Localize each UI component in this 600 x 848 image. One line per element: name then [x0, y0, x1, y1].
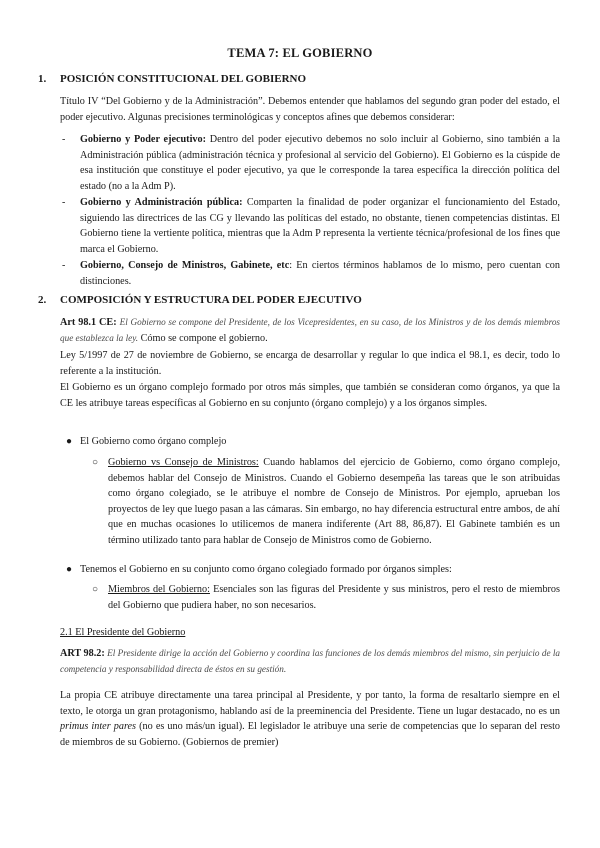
bullet-organo-colegiado: Tenemos el Gobierno en su conjunto como órgano colegiado formado por órganos simples:	[80, 564, 452, 575]
sub-item-text: Esenciales son las figuras del Presidente y sus ministros, pero el resto de miembros del Gobierno que pudiera haber, no son necesarios.	[108, 584, 560, 611]
section-2-heading	[38, 293, 362, 309]
subsection-title: 2.1 El Presidente del Gobierno	[60, 627, 186, 638]
list-marker: -	[62, 260, 66, 271]
paragraph-organo-complejo: El Gobierno es un órgano complejo formado por otros más simples, que también se consideran como órganos, ya que la CE les atribuye tareas específicas al Gobierno en su conjunto (órgano complejo) y a los órganos simples.	[60, 382, 560, 409]
page-title: TEMA 7: EL GOBIERNO	[227, 46, 373, 60]
article-98-2	[60, 646, 560, 677]
list-marker: -	[62, 134, 66, 145]
list-item-lead: Gobierno y Administración pública:	[80, 197, 243, 208]
sub-item-lead: Gobierno vs Consejo de Ministros:	[108, 457, 259, 468]
list-item-lead: Gobierno, Consejo de Ministros, Gabinete, etc	[80, 260, 290, 271]
subsection-2-1-heading	[60, 625, 560, 641]
bullet-organo-complejo: El Gobierno como órgano complejo	[80, 436, 227, 447]
list-item-gobierno-administracion	[80, 195, 560, 257]
article-tail: Cómo se compone el gobierno.	[138, 332, 268, 344]
paragraph-part-a: La propia CE atribuye directamente una tarea principal al Presidente, y por tanto, la forma de resaltarlo siempre en el texto, le otorga un gran protagonismo, hablando así de la preeminencia del Presidente. Tiene un lugar destacado, no es un	[60, 690, 560, 717]
list-marker: -	[62, 197, 66, 208]
circle-bullet-icon: ○	[92, 584, 99, 595]
list-item-text: : En ciertos términos hablamos de lo mismo, pero cuentan con distinciones.	[80, 260, 560, 287]
sub-item-text: Cuando hablamos del ejercicio de Gobierno, como órgano complejo, debemos hablar del Consejo de Ministros. Cuando el Gobierno desempeña las tareas que le son atribuidas como órgano colegiado, se le atribuye el nombre de Consejo de Ministros. Por ejemplo, aprueban los proyectos de ley que luego pasan a las cámaras. Sin embargo, no hay diferencia estructural entre ambos, de ahí que en muchas ocasiones lo utilicemos de manera indiferente (Art 88, 86,87). El Gabinete también es un término utilizado tanto para hablar de Consejo de Ministros como de Gobierno.	[108, 457, 560, 546]
sub-item-gobierno-vs-consejo	[108, 455, 560, 548]
article-quote: El Gobierno se compone del Presidente, de los Vicepresidentes, en su caso, de los Ministros y de los demás miembros que establezca la ley.	[60, 317, 560, 343]
list-item-text: Dentro del poder ejecutivo debemos no solo incluir al Gobierno, sino también a la Administración pública (administración técnica y profesional al servicio del Gobierno). El Gobierno es la cúspide de esa institución que constituye el poder ejecutivo, ya que le corresponde la tarea específica la dirección política del estado (no a la Adm P).	[80, 134, 560, 192]
article-label: ART 98.2:	[60, 648, 105, 659]
article-label: Art 98.1 CE	[60, 317, 114, 328]
list-item-lead: Gobierno y Poder ejecutivo:	[80, 134, 206, 145]
section-1-intro: Título IV “Del Gobierno y de la Administración”. Debemos entender que hablamos del segundo gran poder del estado, el poder ejecutivo. Algunas precisiones terminológicas y conceptos afines que debemos considerar:	[60, 96, 560, 123]
list-item-gobierno-consejo	[80, 258, 560, 289]
list-item-text: Comparten la finalidad de poder organizar el funcionamiento del Estado, siguiendo las directrices de las CG y llevando las políticas del estado, no obstante, tienen competencias distintas. El Gobierno tiene la vertiente política, mientras que la Adm P representa la vertiente técnica/profesional de los fines que marca el Gobierno.	[80, 197, 560, 255]
section-1-title: POSICIÓN CONSTITUCIONAL DEL GOBIERNO	[60, 73, 307, 85]
section-2-title: COMPOSICIÓN Y ESTRUCTURA DEL PODER EJECUTIVO	[60, 294, 362, 306]
bullet-icon: ●	[66, 564, 73, 575]
circle-bullet-icon: ○	[92, 457, 99, 468]
paragraph-part-b: (no es uno más/un igual). El legislador le atribuye una serie de competencias que lo separan del resto de miembros de su Gobierno. (Gobiernos de premier)	[60, 721, 561, 748]
list-item-gobierno-poder-ejecutivo	[80, 132, 560, 194]
article-98-1	[60, 315, 560, 346]
sub-item-miembros	[108, 582, 560, 613]
paragraph-italic: primus inter pares	[60, 721, 137, 732]
bullet-icon: ●	[66, 436, 73, 447]
article-quote: El Presidente dirige la acción del Gobierno y coordina las funciones de los demás miembros del mismo, sin perjuicio de la competencia y responsabilidad directa de éstos en su gestión.	[60, 648, 561, 674]
section-1-number: 1.	[38, 73, 47, 85]
section-1-heading	[38, 72, 306, 88]
article-colon: :	[113, 317, 120, 328]
sub-item-lead: Miembros del Gobierno:	[108, 584, 210, 595]
paragraph-ley-gobierno: Ley 5/1997 de 27 de noviembre de Gobierno, se encarga de desarrollar y regular lo que indica el 98.1, es decir, todo lo referente a la institución.	[60, 350, 560, 377]
section-2-number: 2.	[38, 294, 47, 306]
paragraph-presidente	[60, 688, 560, 750]
